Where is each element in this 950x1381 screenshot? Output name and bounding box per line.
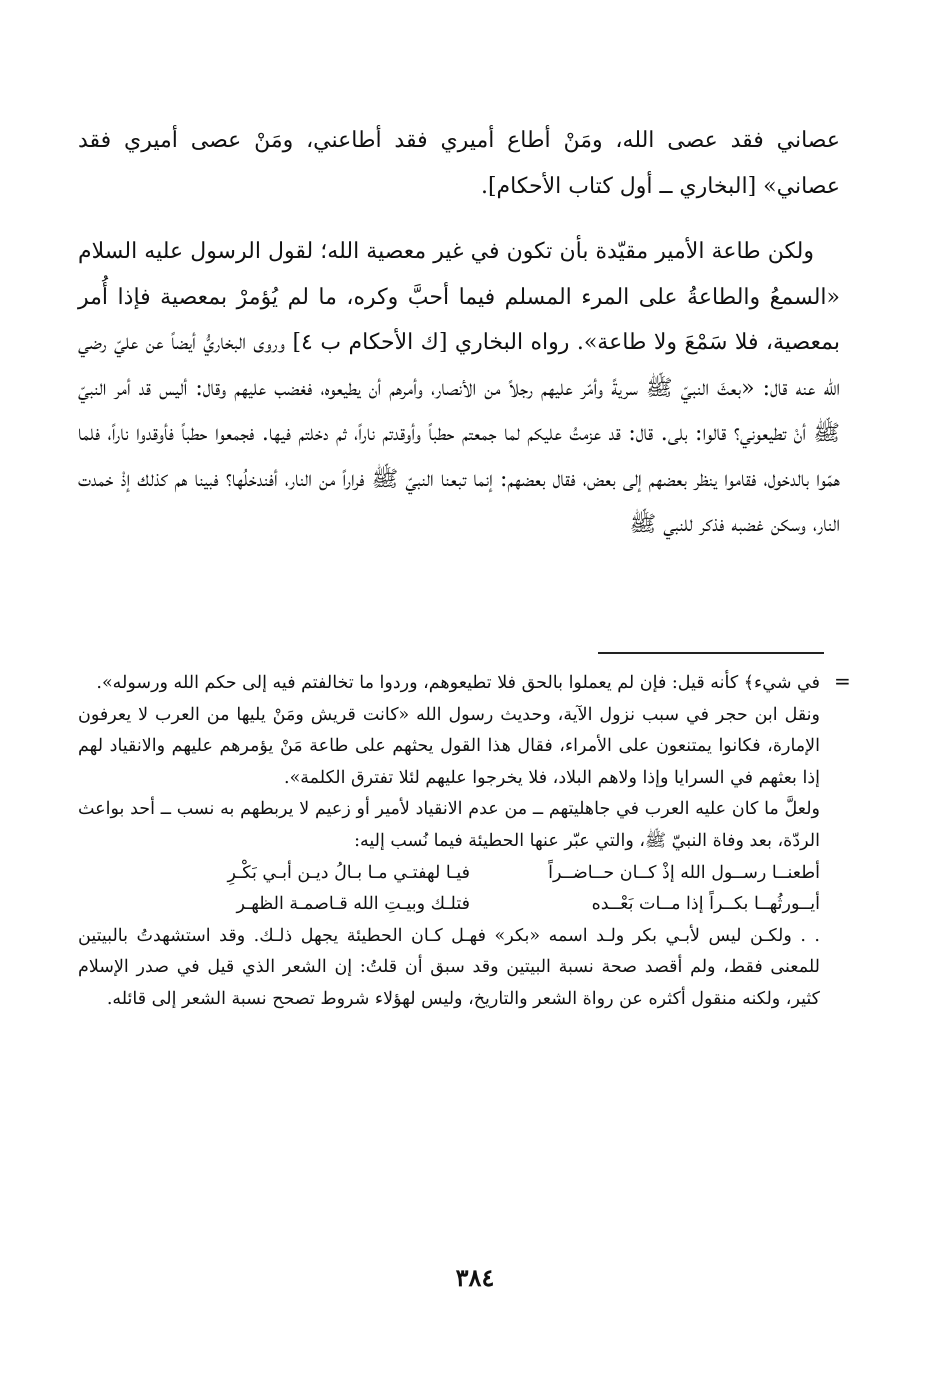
poem-hemistich: أطعنــا رســول الله إذْ كــان حــاضــراً — [548, 862, 820, 883]
main-text — [78, 118, 840, 548]
paragraph: ولكن طاعة الأمير مقيّدة بأن تكون في غير معصية الله؛ لقول الرسول عليه السلام «السمعُ والطاعةُ على المرء المسلم فيما أحبَّ وكره، ما لم يُؤمرْ بمعصية فإذا أُمر بمعصية، فلا سَمْعَ ولا طاعة». رواه البخاري [ك الأحكام ب ٤] وروى البخاريُّ أيضاً عن عليّ رضي الله عنه قال: «بعثَ النبيّ ﷺ سريةً وأمّر عليهم رجلاً من الأنصار، وأمرهم أن يطيعوه، فغضب عليهم وقال: أليس قد أمر النبيّ ﷺ أنْ تطيعوني؟ قالوا: بلى. قال: قد عزمتُ عليكم لما جمعتم حطباً وأوقدتم ناراً، ثم دخلتم فيها. فجمعوا حطباً فأوقدوا ناراً، فلما همّوا بالدخول، فقاموا ينظر بعضهم إلى بعض، فقال بعضهم: إنما تبعنا النبيّ ﷺ فراراً من النار، أفندخلُها؟ فبينا هم كذلك إذْ خمدت النار، وسكن غضبه فذكر للنبي ﷺ — [78, 239, 840, 537]
footnote-continuation-marker: = — [834, 669, 851, 693]
paragraph: عصاني فقد عصى الله، ومَنْ أطاع أميري فقد أطاعني، ومَنْ عصى أميري فقد عصاني» [البخاري ــ أول كتاب الأحكام]. — [78, 128, 840, 199]
footnote-divider — [598, 652, 824, 654]
poem-hemistich: فيـا لهفتـي مـا بـالُ ديـن أبـي بَكْـرِ — [227, 862, 470, 883]
poem — [78, 858, 820, 921]
footnotes — [78, 668, 820, 1016]
page-number: ٣٨٤ — [455, 1263, 495, 1292]
poem-verse — [78, 858, 820, 890]
poem-hemistich: أيــورثُهــا بكــراً إذا مــات بَعْــده — [591, 894, 820, 915]
footnote-paragraph: في شيء﴾ كأنه قيل: فإن لم يعملوا بالحق فلا تطيعوهم، وردوا ما تخالفتم فيه إلى حكم الله ورسوله». — [96, 673, 820, 693]
footnote-paragraph: ونقل ابن حجر في سبب نزول الآية، وحديث رسول الله «كانت قريش ومَنْ يليها من العرب لا يعرفون الإمارة، فكانوا يمتنعون على الأمراء، فقال هذا القول يحثهم على طاعة مَنْ يؤمرهم عليهم والانقياد لهم إذا بعثهم في السرايا وإذا ولاهم البلاد، فلا يخرجوا عليهم لئلا تفترق الكلمة». — [78, 704, 820, 788]
poem-hemistich: فتلـك وبيـتِ الله قـاصمـة الظهـر — [236, 894, 470, 915]
poem-verse — [78, 889, 820, 921]
footnote-paragraph: ولعلَّ ما كان عليه العرب في جاهليتهم ــ من عدم الانقياد لأمير أو زعيم لا يربطهم به نسب ــ أحد بواعث الردّة، بعد وفاة النبيّ ﷺ، والتي عبّر عنها الحطيئة فيما نُسب إليه: — [78, 799, 820, 851]
footnote-paragraph: . . ولكـن ليس لأبـي بكر ولـد اسمه «بكر» فهـل كـان الحطيئة يجهل ذلـك. وقد استشهدتُ بالبيتين للمعنى فقط، ولم أقصد صحة نسبة البيتين وقد سبق أن قلتُ: إن الشعر الذي قيل في صدر الإسلام كثير، ولكنه منقول أكثره عن رواة الشعر والتاريخ، وليس لهؤلاء شروط تصحح نسبة الشعر إلى قائله. — [78, 925, 820, 1009]
